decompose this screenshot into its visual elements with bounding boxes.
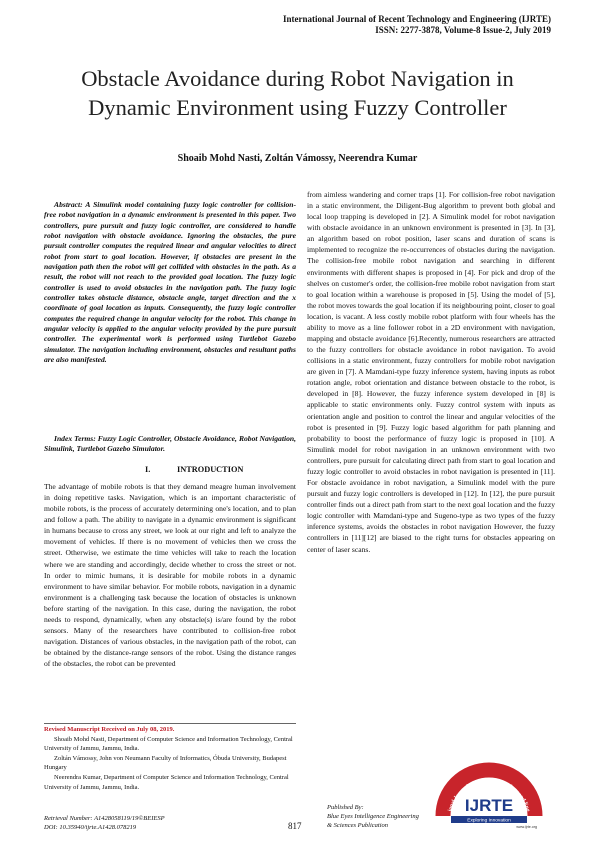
publisher-name-1: Blue Eyes Intelligence Engineering <box>327 813 419 820</box>
doi: DOI: 10.35940/ijrte.A1428.078219 <box>44 824 137 831</box>
section-number: I. <box>145 465 151 474</box>
paper-title <box>40 64 555 122</box>
issn-line: ISSN: 2277-3878, Volume-8 Issue-2, July 2019 <box>375 25 551 35</box>
intro-left-column <box>44 481 296 669</box>
author-list: Shoaib Mohd Nasti, Zoltán Vámossy, Neerendra Kumar <box>177 153 418 164</box>
abstract: Abstract: A Simulink model containing fuzzy logic controller for collision-free robot navigation in a dynamic environment is presented in this paper. Two controllers, pure pursuit and fuzzy logic controller, are considered to handle robot navigation with obstacle avoidance. Ignoring the obstacles, the pure pursuit controller computes the required linear and angular velocities to direct robot from start to goal location. However, if obstacles are present in the navigation path then the robot will get collided with obstacles in the path. As a result, the robot will not reach to the provided goal location. The fuzzy logic controller is used to avoid obstacles in the navigation path. The fuzzy logic controller takes obstacle distance, obstacle angle, target direction and the x coordinate of goal location as inputs. Consequently, the fuzzy logic controller computes the required change in angular velocity for the robot. This change in angular velocity is applied to the angular velocity provided by the pure pursuit controller. The experimental work is performed using Turtlebot Gazebo simulator. The navigation including environment, obstacles and resultant paths are also manifested. <box>44 200 296 365</box>
logo-tagline: Exploring Innovation <box>467 818 511 824</box>
section-title: INTRODUCTION <box>177 465 244 474</box>
footnotes <box>44 725 296 792</box>
intro-paragraph-continued: from aimless wandering and corner traps [1]. For collision-free robot navigation in a static environment, the Diligent-Bug algorithm to prevent both global and local loop trapping is developed in [2]. A Simulink model for robot navigation with obstacle avoidance in an unknown environment is presented in [3]. In [3], an algorithm based on robot position, laser scans and duration of scans is implemented to recognize the re-occurrences of obstacles during the navigation. The collision-free mobile robot navigation and searching in different environments with different shapes is proposed in [4]. For pick and drop of the shelves on customer's order, the collision-free mobile robot navigation from start to goal location within a warehouse is proposed in [5]. Using the model of [5], the robot moves towards the goal location if its neighbouring point, closer to goal location, is vacant. A less costly mobile robot platform with four wheels has the ability to move as a line follower robot in a 2D environment with navigation, mapping and obstacle avoidance [6].Recently, numerous researchers are attracted to the fuzzy controllers for obstacle avoidance in robot navigation. To avoid collisions in a static environment, fuzzy controllers for mobile robot navigation are given in [7]. A Mamdani-type fuzzy inference system, having inputs as robot rotation angle, robot orientation and distance between obstacle to the robot, is developed in [8]. However, the fuzzy inference system developed in [8] is applicable to static environments only. Fuzzy control system with inputs as orientation angle and position to control the linear and angular velocities of the robot is presented in [9]. Fuzzy logic based algorithm for path planning and probability to boost the performance of fuzzy logic is proposed in [10]. A Simulink model for robot navigation in an unknown environment with two controllers, pure pursuit for calculating direct path from start to goal location and fuzzy logic controller to avoid obstacles in robot navigation is presented in [11]. For obstacle avoidance in robot navigation, a Simulink model with the pure pursuit and fuzzy logic controllers is developed in [12]. In [12], the pure pursuit controller finds out a direct path from start to the next goal location and the fuzzy logic controller with Mamdani-type and Sugeno-type as two types of the fuzzy inference systems, avoids the obstacles in robot navigation However, the fuzzy controllers in [11][12] are biased to the right turns for obstacles appearing on center of laser scans. <box>307 190 555 554</box>
published-by-label: Published By: <box>327 804 364 811</box>
revised-note: Revised Manuscript Received on July 08, 2019. <box>44 726 175 733</box>
intro-paragraph: The advantage of mobile robots is that they demand meagre human involvement in doing repetitive tasks. Navigation, which is an important characteristic of mobile robots, is the process of accurately determining one's location, and to plan and follow a path. The ability to navigate in a dynamic environment is significant in humans because to cross any street, we look at our right and left to analyze the movement of vehicles. If there is no movement of vehicles then we cross the street. Otherwise, we estimate the time vehicles will take to reach the location where we are standing and accordingly, decide whether to cross the street or not. In order to mimic humans, it is desirable for mobile robots in a dynamic environment to have similar behavior. For mobile robots, navigation in a dynamic environment is a challenging task because the location of obstacles is unknown before starting of the navigation. In this case, during the navigation, the robot needs to respond, dynamically, when any obstacle(s) is/are found by the robot sensors. Many of the researchers have contributed to collision-free robot navigation. Distances of various obstacles, in the navigation path of the robot, can be obtained by the distance-range sensors of the robot. Using the distance ranges of the obstacles, the robot can be prevented <box>44 482 296 669</box>
author-affiliation-3: Neerendra Kumar, Department of Computer Science and Information Technology, Central University of Jammu, Jammu, India. <box>44 773 289 791</box>
author-affiliation-2: Zoltán Vámossy, John von Neumann Faculty of Informatics, Óbuda University, Budapest Hungary <box>44 754 287 772</box>
author-affiliation-1: Shoaib Mohd Nasti, Department of Computer Science and Information Technology, Central University of Jammu, Jammu, India. <box>44 735 293 753</box>
logo-ring-text: ional Journal of Recent Technology and Eng <box>447 777 531 813</box>
title-line-2: Dynamic Environment using Fuzzy Controller <box>88 95 507 120</box>
logo-url: www.ijrte.org <box>516 825 537 829</box>
publisher-info <box>327 803 419 830</box>
logo-name: IJRTE <box>464 796 514 815</box>
page-number: 817 <box>288 821 302 831</box>
publisher-name-2: & Sciences Publication <box>327 822 389 829</box>
title-line-1: Obstacle Avoidance during Robot Navigation in <box>81 66 514 91</box>
journal-logo <box>431 762 547 830</box>
retrieval-number: Retrieval Number: A1428058119/19©BEIESP <box>44 815 165 822</box>
intro-right-column <box>307 189 555 555</box>
index-terms: Index Terms: Fuzzy Logic Controller, Obstacle Avoidance, Robot Navigation, Simulink, Turtlebot Gazebo Simulator. <box>44 434 296 454</box>
retrieval-info <box>44 814 165 832</box>
journal-name: International Journal of Recent Technology and Engineering (IJRTE) <box>283 14 551 24</box>
footnote-divider <box>44 723 296 724</box>
